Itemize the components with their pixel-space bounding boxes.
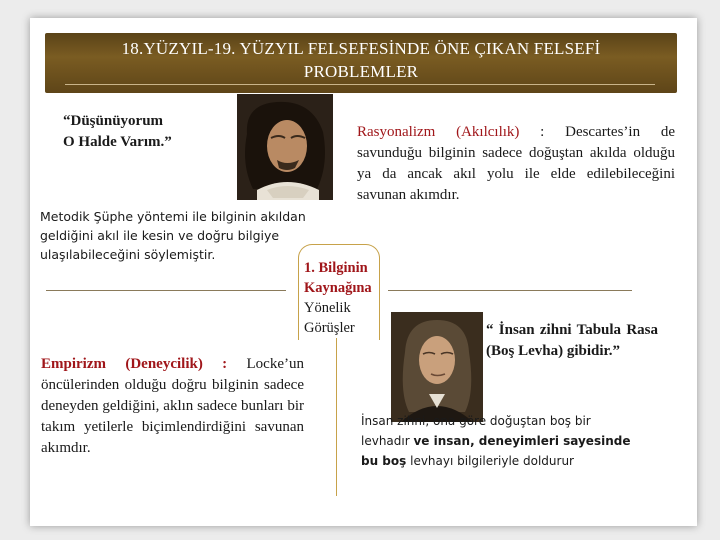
locke-portrait [391, 312, 483, 422]
slide [30, 18, 697, 526]
page-title [45, 37, 677, 83]
empirizm-paragraph [41, 354, 304, 459]
insan-line-1: İnsan zihni, ona göre doğuştan boş bir [361, 414, 591, 428]
rasyonalizm-term: Rasyonalizm (Akılcılık) [357, 124, 520, 140]
metodik-line-1: Metodik Şüphe yöntemi ile bilginin akıldan [40, 209, 306, 224]
center-line-1: 1. Bilginin [304, 260, 368, 276]
rasyonalizm-paragraph [357, 122, 675, 206]
divider-right [388, 290, 632, 291]
center-line-2: Kaynağına [304, 280, 372, 296]
insan-line-2-bold: ve insan, deneyimleri sayesinde [413, 434, 631, 448]
insan-line-2-plain: levhadır [361, 434, 414, 448]
descartes-quote-line-1: “Düşünüyorum [63, 113, 164, 129]
insan-line-2 [361, 431, 651, 451]
locke-quote: “ İnsan zihni Tabula Rasa (Boş Levha) gibidir.” [486, 322, 658, 359]
title-line-1: 18.YÜZYIL-19. YÜZYIL FELSEFESİNDE ÖNE ÇIKAN FELSEFİ [121, 39, 601, 58]
metodik-line-2: geldiğini akıl ile kesin ve doğru bilgiye [40, 228, 280, 243]
title-banner [45, 33, 677, 93]
insan-line-3-plain: levhayı bilgileriyle doldurur [406, 454, 574, 468]
center-vertical-line [336, 338, 337, 496]
descartes-quote [63, 111, 243, 153]
metodik-suphe-text [40, 207, 340, 264]
insan-zihni-text [361, 411, 651, 471]
center-line-4: Görüşler [304, 320, 355, 336]
title-line-2: PROBLEMLER [303, 62, 419, 81]
title-underline [65, 84, 655, 85]
metodik-line-3: ulaşılabileceğini söylemiştir. [40, 247, 216, 262]
divider-left [46, 290, 286, 291]
rasyonalizm-text: : Descartes’in de savunduğu bilginin sadece doğuştan akılda olduğu ya da ancak akıl yolu ile elde edilebileceğini savunan akımdır. [357, 124, 675, 203]
descartes-portrait [237, 94, 333, 200]
center-line-3: Yönelik [304, 300, 351, 316]
center-topic-label [304, 258, 384, 338]
empirizm-text: Locke’un öncülerinden olduğu doğru bilginin sadece deneyden geldiğini, aklın sadece bunları bir takım yetilerle biçimlendirdiğini savunan akımdır. [41, 356, 304, 456]
empirizm-term: Empirizm (Deneycilik) : [41, 356, 228, 372]
insan-line-3 [361, 451, 651, 471]
insan-line-3-bold: bu boş [361, 454, 407, 468]
descartes-quote-line-2: O Halde Varım.” [63, 134, 172, 150]
